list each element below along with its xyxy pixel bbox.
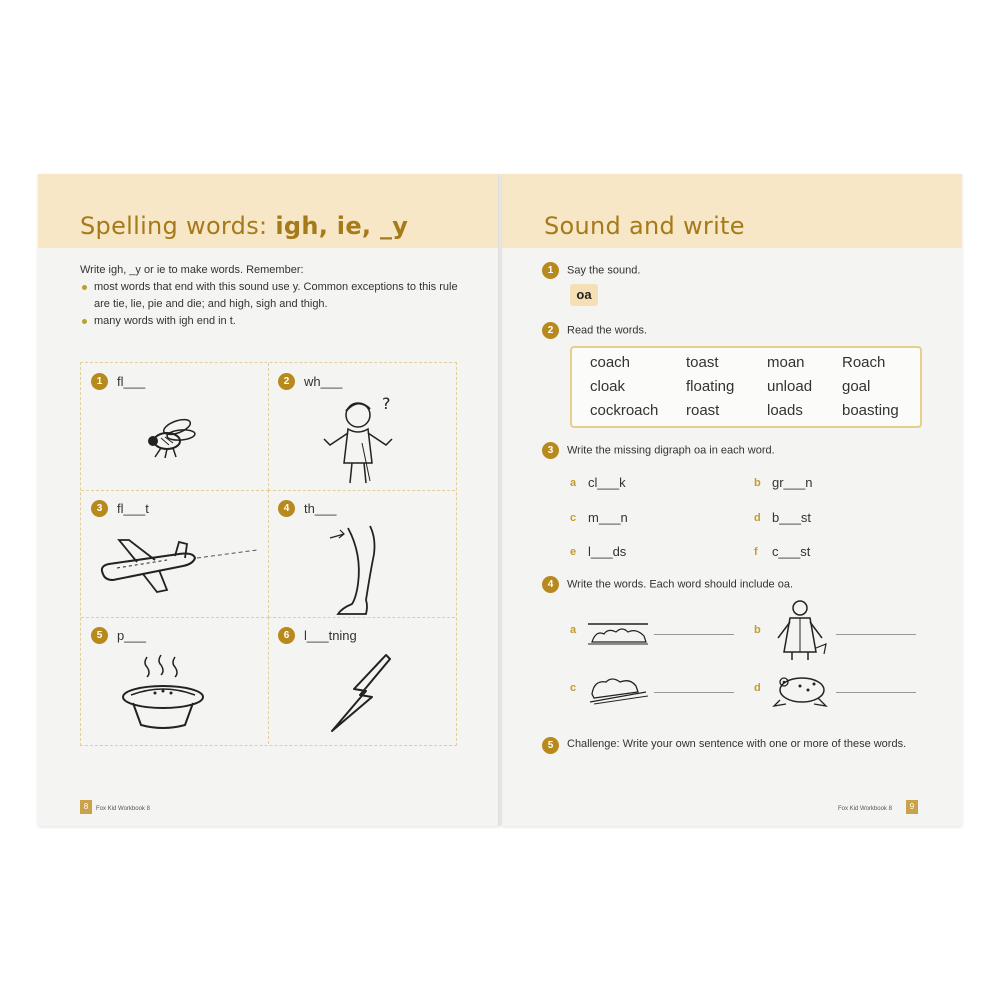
question-number: 6: [278, 627, 295, 644]
page-number: 9: [906, 800, 918, 814]
fill-word[interactable]: l___tning: [304, 628, 357, 643]
question-2: [542, 322, 647, 339]
exercise-cell: [81, 363, 269, 491]
question-4: [542, 576, 793, 593]
page-title: Sound and write: [544, 212, 745, 240]
fill-word[interactable]: c___st: [772, 544, 811, 559]
right-page: [502, 174, 962, 826]
word: floating: [686, 378, 735, 395]
exercise-grid: [80, 362, 457, 746]
question-number: 5: [542, 737, 559, 754]
coat-icon: [772, 598, 828, 662]
item-letter: d: [754, 512, 761, 524]
lightning-icon: [326, 653, 396, 733]
item-letter: d: [754, 682, 761, 694]
question-number: 2: [542, 322, 559, 339]
question-number: 4: [278, 500, 295, 517]
question-3: [542, 442, 775, 459]
fly-icon: [143, 411, 203, 461]
page-number: 8: [80, 800, 92, 814]
instructions: [80, 262, 460, 330]
fill-word[interactable]: l___ds: [588, 544, 627, 559]
left-page: [38, 174, 500, 826]
question-text: Read the words.: [567, 324, 648, 337]
footer-text: Fox Kid Workbook 8: [96, 806, 150, 812]
question-number: 5: [91, 627, 108, 644]
question-5: [542, 736, 922, 754]
question-number: 4: [542, 576, 559, 593]
item-letter: b: [754, 624, 761, 636]
toad-icon: [770, 670, 830, 708]
question-text: Write the words. Each word should include oa.: [567, 578, 794, 591]
fill-word[interactable]: cl___k: [588, 475, 626, 490]
question-number: 2: [278, 373, 295, 390]
page-title: Spelling words: igh, ie, _y: [80, 212, 409, 240]
word: boasting: [842, 402, 899, 419]
exercise-cell: [268, 363, 455, 491]
item-letter: f: [754, 546, 758, 558]
exercise-cell: [268, 617, 455, 744]
pie-icon: [119, 653, 209, 733]
item-letter: b: [754, 477, 761, 489]
exercise-cell: [81, 490, 269, 618]
fill-word[interactable]: b___st: [772, 510, 812, 525]
question-text: Say the sound.: [567, 264, 641, 277]
exercise-cell: [81, 617, 269, 744]
question-text: Write the missing digraph oa in each word.: [567, 444, 775, 457]
word: roast: [686, 402, 720, 419]
svg-text:?: ?: [382, 394, 391, 413]
word: Roach: [842, 354, 886, 371]
confused-boy-icon: [318, 393, 408, 485]
fill-word[interactable]: gr___n: [772, 475, 813, 490]
fill-word[interactable]: p___: [117, 628, 146, 643]
fill-word[interactable]: wh___: [304, 374, 343, 389]
word: cockroach: [590, 402, 659, 419]
word: coach: [590, 354, 631, 371]
rule-bullet-1: most words that end with this sound use y. Common exceptions to this rule are tie, lie, pie and die; and high, sigh and thigh.: [80, 279, 460, 313]
question-text: Challenge: Write your own sentence with one or more of these words.: [567, 738, 907, 750]
item-letter: a: [570, 477, 577, 489]
question-number: 1: [91, 373, 108, 390]
answer-line[interactable]: [654, 634, 734, 635]
word: goal: [842, 378, 871, 395]
fill-word[interactable]: fl___: [117, 374, 146, 389]
answer-line[interactable]: [654, 692, 734, 693]
word: unload: [767, 378, 813, 395]
airplane-icon: [97, 536, 262, 596]
fill-word[interactable]: m___n: [588, 510, 628, 525]
word: toast: [686, 354, 719, 371]
sound-badge: oa: [570, 284, 598, 306]
question-number: 1: [542, 262, 559, 279]
answer-line[interactable]: [836, 692, 916, 693]
item-letter: c: [570, 512, 577, 524]
question-number: 3: [542, 442, 559, 459]
toast-icon: [586, 672, 650, 706]
fill-word[interactable]: fl___t: [117, 501, 149, 516]
word: loads: [767, 402, 803, 419]
item-letter: a: [570, 624, 577, 636]
item-letter: c: [570, 682, 577, 694]
question-number: 3: [91, 500, 108, 517]
word: moan: [767, 354, 805, 371]
question-1: [542, 262, 640, 279]
exercise-cell: [268, 490, 455, 618]
item-letter: e: [570, 546, 577, 558]
fill-word[interactable]: th___: [304, 501, 337, 516]
word-box: [570, 346, 922, 428]
answer-line[interactable]: [836, 634, 916, 635]
leg-icon: [328, 524, 398, 616]
footer-text: Fox Kid Workbook 8: [838, 806, 892, 812]
word: cloak: [590, 378, 626, 395]
rule-bullet-2: many words with igh end in t.: [80, 313, 460, 330]
instruction-line: Write igh, _y or ie to make words. Remember:: [80, 264, 304, 276]
road-icon: [586, 618, 650, 646]
